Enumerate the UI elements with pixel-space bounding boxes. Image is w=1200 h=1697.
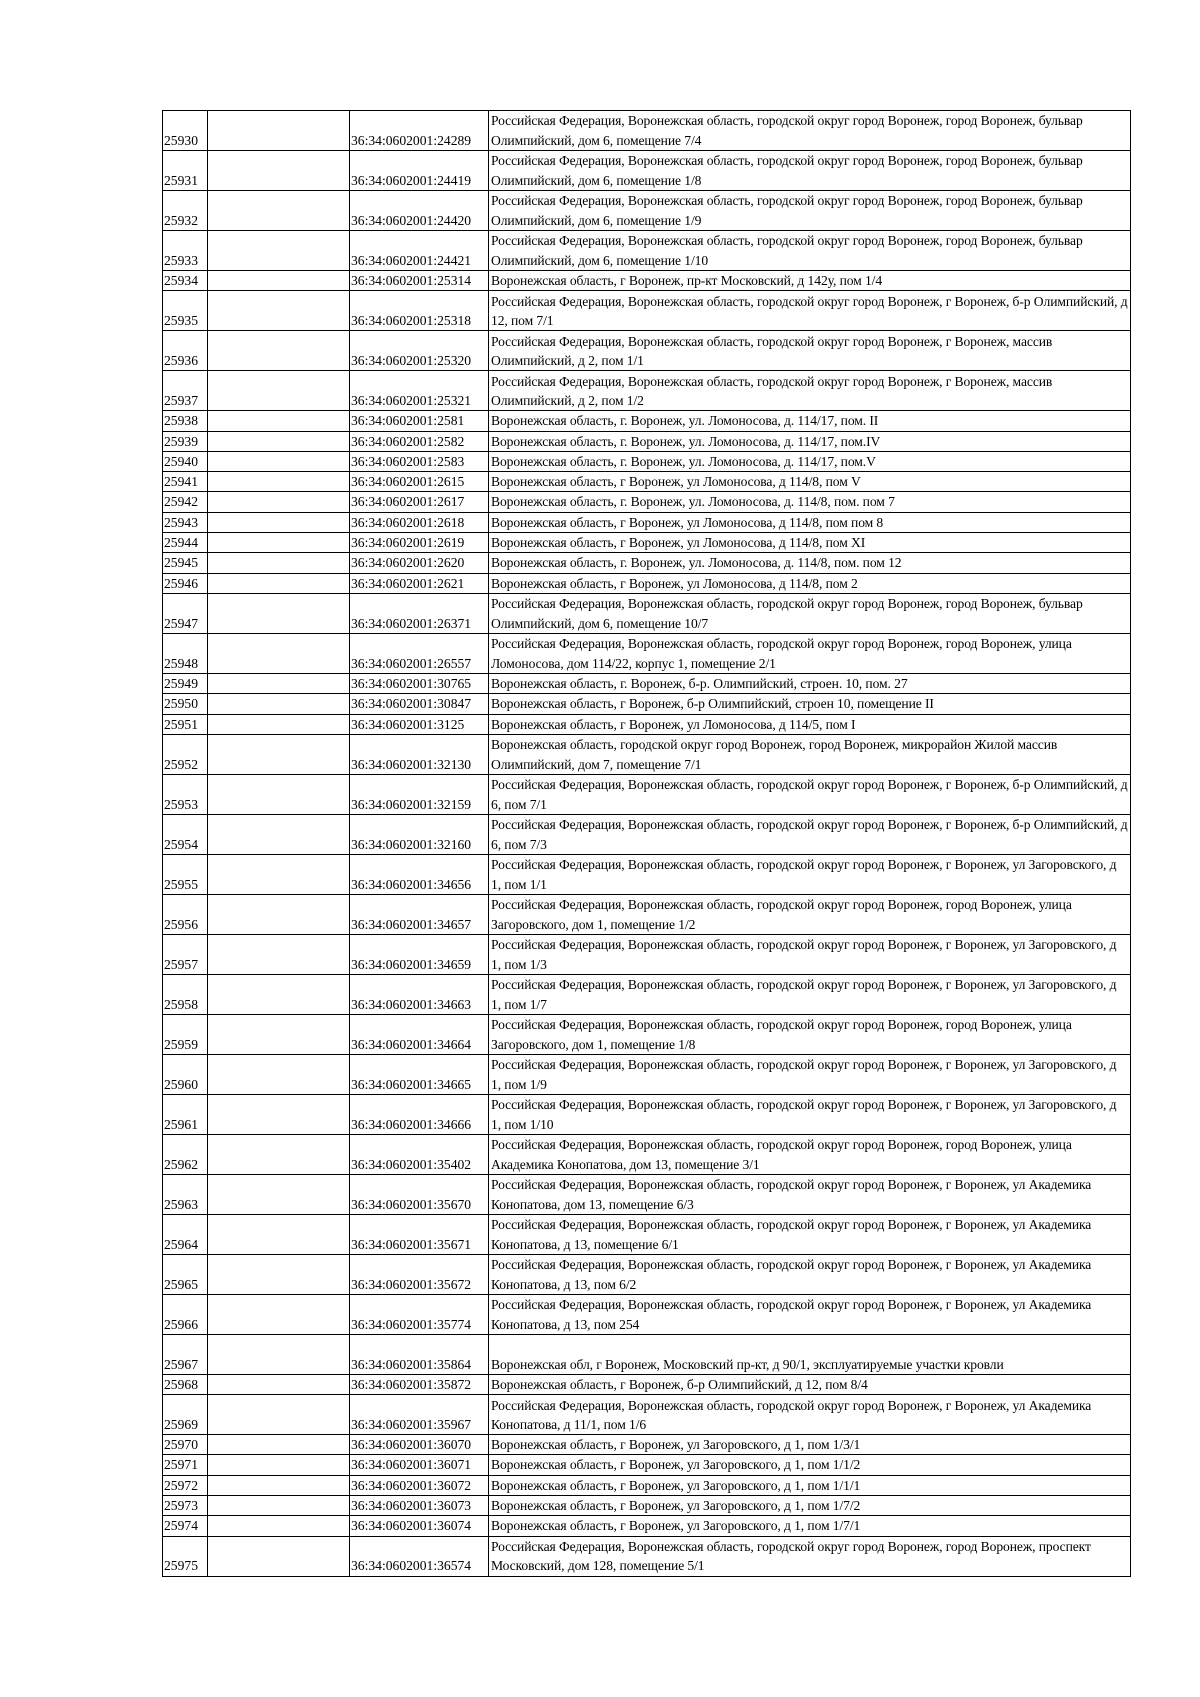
row-number-cell: 25946 xyxy=(163,573,208,593)
address-cell: Российская Федерация, Воронежская область, городской округ город Воронеж, город Воронеж, улица Ломоносова, дом 114/22, корпус 1, помещение 2/1 xyxy=(489,633,1131,673)
row-number-cell: 25940 xyxy=(163,451,208,471)
cadastral-number-cell: 36:34:0602001:2615 xyxy=(350,472,489,492)
row-number-cell: 25936 xyxy=(163,331,208,371)
table-row xyxy=(163,371,1131,411)
address-cell: Воронежская область, г Воронеж, ул Загоровского, д 1, пом 1/7/2 xyxy=(489,1496,1131,1516)
address-cell: Российская Федерация, Воронежская область, городской округ город Воронеж, г Воронеж, б-р Олимпийский, д 6, пом 7/1 xyxy=(489,774,1131,814)
empty-cell xyxy=(208,411,350,431)
row-number-cell: 25966 xyxy=(163,1294,208,1334)
table-row xyxy=(163,1014,1131,1054)
row-number-cell: 25950 xyxy=(163,694,208,714)
cadastral-number-cell: 36:34:0602001:25318 xyxy=(350,291,489,331)
row-number-cell: 25956 xyxy=(163,894,208,934)
cadastral-number-cell: 36:34:0602001:34657 xyxy=(350,894,489,934)
empty-cell xyxy=(208,331,350,371)
empty-cell xyxy=(208,451,350,471)
cadastral-number-cell: 36:34:0602001:36073 xyxy=(350,1496,489,1516)
empty-cell xyxy=(208,573,350,593)
empty-cell xyxy=(208,774,350,814)
address-cell: Российская Федерация, Воронежская область, городской округ город Воронеж, город Воронеж, бульвар Олимпийский, дом 6, помещение 1/8 xyxy=(489,151,1131,191)
address-cell: Российская Федерация, Воронежская область, городской округ город Воронеж, г Воронеж, массив Олимпийский, д 2, пом 1/2 xyxy=(489,371,1131,411)
address-cell: Воронежская область, г Воронеж, ул Ломоносова, д 114/5, пом I xyxy=(489,714,1131,734)
cadastral-number-cell: 36:34:0602001:2582 xyxy=(350,431,489,451)
table-row xyxy=(163,151,1131,191)
cadastral-number-cell: 36:34:0602001:34659 xyxy=(350,934,489,974)
address-cell: Воронежская область, г Воронеж, ул Ломоносова, д 114/8, пом V xyxy=(489,472,1131,492)
cadastral-number-cell: 36:34:0602001:2621 xyxy=(350,573,489,593)
address-cell: Российская Федерация, Воронежская область, городской округ город Воронеж, г Воронеж, массив Олимпийский, д 2, пом 1/1 xyxy=(489,331,1131,371)
row-number-cell: 25935 xyxy=(163,291,208,331)
row-number-cell: 25945 xyxy=(163,553,208,573)
row-number-cell: 25965 xyxy=(163,1254,208,1294)
address-cell: Российская Федерация, Воронежская область, городской округ город Воронеж, г Воронеж, б-р Олимпийский, д 12, пом 7/1 xyxy=(489,291,1131,331)
table-row xyxy=(163,1254,1131,1294)
cadastral-number-cell: 36:34:0602001:34664 xyxy=(350,1014,489,1054)
address-cell: Российская Федерация, Воронежская область, городской округ город Воронеж, г Воронеж, ул Академика Конопатова, д 11/1, пом 1/6 xyxy=(489,1395,1131,1435)
cadastral-number-cell: 36:34:0602001:2583 xyxy=(350,451,489,471)
empty-cell xyxy=(208,553,350,573)
table-row xyxy=(163,1536,1131,1576)
cadastral-number-cell: 36:34:0602001:3125 xyxy=(350,714,489,734)
registry-table xyxy=(162,110,1131,1577)
cadastral-number-cell: 36:34:0602001:25321 xyxy=(350,371,489,411)
cadastral-number-cell: 36:34:0602001:34665 xyxy=(350,1054,489,1094)
empty-cell xyxy=(208,734,350,774)
empty-cell xyxy=(208,1475,350,1495)
empty-cell xyxy=(208,1496,350,1516)
table-row xyxy=(163,934,1131,974)
row-number-cell: 25930 xyxy=(163,111,208,151)
row-number-cell: 25958 xyxy=(163,974,208,1014)
cadastral-number-cell: 36:34:0602001:34666 xyxy=(350,1094,489,1134)
table-row xyxy=(163,1496,1131,1516)
empty-cell xyxy=(208,1134,350,1174)
table-row xyxy=(163,1094,1131,1134)
empty-cell xyxy=(208,714,350,734)
table-row xyxy=(163,974,1131,1014)
empty-cell xyxy=(208,1516,350,1536)
row-number-cell: 25934 xyxy=(163,271,208,291)
empty-cell xyxy=(208,431,350,451)
table-row xyxy=(163,1134,1131,1174)
empty-cell xyxy=(208,492,350,512)
address-cell: Российская Федерация, Воронежская область, городской округ город Воронеж, г Воронеж, б-р Олимпийский, д 6, пом 7/3 xyxy=(489,814,1131,854)
cadastral-number-cell: 36:34:0602001:2619 xyxy=(350,533,489,553)
table-row xyxy=(163,1435,1131,1455)
empty-cell xyxy=(208,1455,350,1475)
table-row xyxy=(163,231,1131,271)
table-row xyxy=(163,331,1131,371)
address-cell: Воронежская обл, г Воронеж, Московский пр-кт, д 90/1, эксплуатируемые участки кровли xyxy=(489,1334,1131,1374)
row-number-cell: 25960 xyxy=(163,1054,208,1094)
address-cell: Российская Федерация, Воронежская область, городской округ город Воронеж, город Воронеж, бульвар Олимпийский, дом 6, помещение 7/4 xyxy=(489,111,1131,151)
empty-cell xyxy=(208,1374,350,1394)
row-number-cell: 25939 xyxy=(163,431,208,451)
cadastral-number-cell: 36:34:0602001:32159 xyxy=(350,774,489,814)
empty-cell xyxy=(208,472,350,492)
cadastral-number-cell: 36:34:0602001:35872 xyxy=(350,1374,489,1394)
table-row xyxy=(163,1294,1131,1334)
cadastral-number-cell: 36:34:0602001:35774 xyxy=(350,1294,489,1334)
cadastral-number-cell: 36:34:0602001:36070 xyxy=(350,1435,489,1455)
row-number-cell: 25971 xyxy=(163,1455,208,1475)
address-cell: Воронежская область, г Воронеж, ул Ломоносова, д 114/8, пом пом 8 xyxy=(489,512,1131,532)
cadastral-number-cell: 36:34:0602001:32160 xyxy=(350,814,489,854)
cadastral-number-cell: 36:34:0602001:24289 xyxy=(350,111,489,151)
table-row xyxy=(163,512,1131,532)
address-cell: Воронежская область, г. Воронеж, ул. Ломоносова, д. 114/17, пом.V xyxy=(489,451,1131,471)
cadastral-number-cell: 36:34:0602001:26371 xyxy=(350,593,489,633)
row-number-cell: 25948 xyxy=(163,633,208,673)
address-cell: Российская Федерация, Воронежская область, городской округ город Воронеж, г Воронеж, ул Академика Конопатова, д 13, пом 6/2 xyxy=(489,1254,1131,1294)
cadastral-number-cell: 36:34:0602001:35967 xyxy=(350,1395,489,1435)
empty-cell xyxy=(208,694,350,714)
table-row xyxy=(163,814,1131,854)
empty-cell xyxy=(208,1214,350,1254)
empty-cell xyxy=(208,814,350,854)
address-cell: Воронежская область, г. Воронеж, ул. Ломоносова, д. 114/17, пом. II xyxy=(489,411,1131,431)
table-row xyxy=(163,1054,1131,1094)
table-row xyxy=(163,894,1131,934)
cadastral-number-cell: 36:34:0602001:35402 xyxy=(350,1134,489,1174)
table-row xyxy=(163,573,1131,593)
cadastral-number-cell: 36:34:0602001:36574 xyxy=(350,1536,489,1576)
empty-cell xyxy=(208,1294,350,1334)
cadastral-number-cell: 36:34:0602001:36074 xyxy=(350,1516,489,1536)
table-row xyxy=(163,673,1131,693)
table-row xyxy=(163,1516,1131,1536)
cadastral-number-cell: 36:34:0602001:35670 xyxy=(350,1174,489,1214)
table-row xyxy=(163,533,1131,553)
row-number-cell: 25959 xyxy=(163,1014,208,1054)
row-number-cell: 25970 xyxy=(163,1435,208,1455)
empty-cell xyxy=(208,854,350,894)
cadastral-number-cell: 36:34:0602001:24420 xyxy=(350,191,489,231)
table-row xyxy=(163,451,1131,471)
row-number-cell: 25963 xyxy=(163,1174,208,1214)
cadastral-number-cell: 36:34:0602001:24419 xyxy=(350,151,489,191)
row-number-cell: 25957 xyxy=(163,934,208,974)
address-cell: Воронежская область, г. Воронеж, ул. Ломоносова, д. 114/8, пом. пом 7 xyxy=(489,492,1131,512)
table-row xyxy=(163,694,1131,714)
table-row xyxy=(163,593,1131,633)
empty-cell xyxy=(208,974,350,1014)
row-number-cell: 25975 xyxy=(163,1536,208,1576)
address-cell: Воронежская область, г Воронеж, ул Загоровского, д 1, пом 1/7/1 xyxy=(489,1516,1131,1536)
table-row xyxy=(163,714,1131,734)
empty-cell xyxy=(208,151,350,191)
cadastral-number-cell: 36:34:0602001:2620 xyxy=(350,553,489,573)
table-row xyxy=(163,291,1131,331)
cadastral-number-cell: 36:34:0602001:34663 xyxy=(350,974,489,1014)
empty-cell xyxy=(208,231,350,271)
table-row xyxy=(163,553,1131,573)
cadastral-number-cell: 36:34:0602001:25314 xyxy=(350,271,489,291)
empty-cell xyxy=(208,291,350,331)
row-number-cell: 25932 xyxy=(163,191,208,231)
cadastral-number-cell: 36:34:0602001:2617 xyxy=(350,492,489,512)
row-number-cell: 25933 xyxy=(163,231,208,271)
empty-cell xyxy=(208,533,350,553)
table-row xyxy=(163,854,1131,894)
row-number-cell: 25952 xyxy=(163,734,208,774)
empty-cell xyxy=(208,934,350,974)
cadastral-number-cell: 36:34:0602001:2581 xyxy=(350,411,489,431)
row-number-cell: 25931 xyxy=(163,151,208,191)
row-number-cell: 25947 xyxy=(163,593,208,633)
cadastral-number-cell: 36:34:0602001:35864 xyxy=(350,1334,489,1374)
row-number-cell: 25944 xyxy=(163,533,208,553)
table-row xyxy=(163,1214,1131,1254)
address-cell: Воронежская область, г Воронеж, б-р Олимпийский, д 12, пом 8/4 xyxy=(489,1374,1131,1394)
cadastral-number-cell: 36:34:0602001:32130 xyxy=(350,734,489,774)
empty-cell xyxy=(208,1054,350,1094)
address-cell: Воронежская область, г. Воронеж, ул. Ломоносова, д. 114/17, пом.IV xyxy=(489,431,1131,451)
row-number-cell: 25973 xyxy=(163,1496,208,1516)
address-cell: Российская Федерация, Воронежская область, городской округ город Воронеж, г Воронеж, ул Загоровского, д 1, пом 1/10 xyxy=(489,1094,1131,1134)
cadastral-number-cell: 36:34:0602001:25320 xyxy=(350,331,489,371)
address-cell: Воронежская область, г Воронеж, пр-кт Московский, д 142у, пом 1/4 xyxy=(489,271,1131,291)
row-number-cell: 25969 xyxy=(163,1395,208,1435)
table-row xyxy=(163,1374,1131,1394)
address-cell: Воронежская область, г Воронеж, ул Загоровского, д 1, пом 1/3/1 xyxy=(489,1435,1131,1455)
table-row xyxy=(163,1455,1131,1475)
empty-cell xyxy=(208,673,350,693)
empty-cell xyxy=(208,1174,350,1214)
row-number-cell: 25955 xyxy=(163,854,208,894)
cadastral-number-cell: 36:34:0602001:26557 xyxy=(350,633,489,673)
cadastral-number-cell: 36:34:0602001:30847 xyxy=(350,694,489,714)
row-number-cell: 25938 xyxy=(163,411,208,431)
empty-cell xyxy=(208,1014,350,1054)
address-cell: Воронежская область, г Воронеж, ул Загоровского, д 1, пом 1/1/1 xyxy=(489,1475,1131,1495)
row-number-cell: 25941 xyxy=(163,472,208,492)
table-row xyxy=(163,633,1131,673)
address-cell: Российская Федерация, Воронежская область, городской округ город Воронеж, г Воронеж, ул Загоровского, д 1, пом 1/9 xyxy=(489,1054,1131,1094)
cadastral-number-cell: 36:34:0602001:36072 xyxy=(350,1475,489,1495)
cadastral-number-cell: 36:34:0602001:30765 xyxy=(350,673,489,693)
address-cell: Российская Федерация, Воронежская область, городской округ город Воронеж, город Воронеж, улица Загоровского, дом 1, помещение 1/2 xyxy=(489,894,1131,934)
address-cell: Воронежская область, городской округ город Воронеж, город Воронеж, микрорайон Жилой массив Олимпийский, дом 7, помещение 7/1 xyxy=(489,734,1131,774)
empty-cell xyxy=(208,371,350,411)
row-number-cell: 25961 xyxy=(163,1094,208,1134)
table-row xyxy=(163,271,1131,291)
table-row xyxy=(163,774,1131,814)
address-cell: Российская Федерация, Воронежская область, городской округ город Воронеж, г Воронеж, ул Загоровского, д 1, пом 1/3 xyxy=(489,934,1131,974)
row-number-cell: 25943 xyxy=(163,512,208,532)
empty-cell xyxy=(208,111,350,151)
table-row xyxy=(163,111,1131,151)
empty-cell xyxy=(208,1435,350,1455)
address-cell: Воронежская область, г. Воронеж, б-р. Олимпийский, строен. 10, пом. 27 xyxy=(489,673,1131,693)
cadastral-number-cell: 36:34:0602001:34656 xyxy=(350,854,489,894)
address-cell: Российская Федерация, Воронежская область, городской округ город Воронеж, г Воронеж, ул Загоровского, д 1, пом 1/1 xyxy=(489,854,1131,894)
table-row xyxy=(163,734,1131,774)
table-row xyxy=(163,1334,1131,1374)
table-row xyxy=(163,191,1131,231)
empty-cell xyxy=(208,1536,350,1576)
row-number-cell: 25937 xyxy=(163,371,208,411)
table-row xyxy=(163,431,1131,451)
address-cell: Воронежская область, г Воронеж, б-р Олимпийский, строен 10, помещение II xyxy=(489,694,1131,714)
row-number-cell: 25954 xyxy=(163,814,208,854)
empty-cell xyxy=(208,512,350,532)
empty-cell xyxy=(208,1094,350,1134)
row-number-cell: 25953 xyxy=(163,774,208,814)
registry-table-body xyxy=(163,111,1131,1577)
address-cell: Российская Федерация, Воронежская область, городской округ город Воронеж, город Воронеж, бульвар Олимпийский, дом 6, помещение 1/10 xyxy=(489,231,1131,271)
address-cell: Воронежская область, г Воронеж, ул Загоровского, д 1, пом 1/1/2 xyxy=(489,1455,1131,1475)
row-number-cell: 25967 xyxy=(163,1334,208,1374)
address-cell: Российская Федерация, Воронежская область, городской округ город Воронеж, город Воронеж, улица Загоровского, дом 1, помещение 1/8 xyxy=(489,1014,1131,1054)
row-number-cell: 25964 xyxy=(163,1214,208,1254)
row-number-cell: 25949 xyxy=(163,673,208,693)
address-cell: Российская Федерация, Воронежская область, городской округ город Воронеж, г Воронеж, ул Академика Конопатова, дом 13, помещение 6/3 xyxy=(489,1174,1131,1214)
empty-cell xyxy=(208,894,350,934)
address-cell: Российская Федерация, Воронежская область, городской округ город Воронеж, город Воронеж, улица Академика Конопатова, дом 13, помещение 3/1 xyxy=(489,1134,1131,1174)
table-row xyxy=(163,1395,1131,1435)
cadastral-number-cell: 36:34:0602001:2618 xyxy=(350,512,489,532)
cadastral-number-cell: 36:34:0602001:35671 xyxy=(350,1214,489,1254)
row-number-cell: 25951 xyxy=(163,714,208,734)
row-number-cell: 25942 xyxy=(163,492,208,512)
address-cell: Российская Федерация, Воронежская область, городской округ город Воронеж, г Воронеж, ул Академика Конопатова, д 13, помещение 6/1 xyxy=(489,1214,1131,1254)
empty-cell xyxy=(208,1334,350,1374)
address-cell: Воронежская область, г Воронеж, ул Ломоносова, д 114/8, пом 2 xyxy=(489,573,1131,593)
row-number-cell: 25972 xyxy=(163,1475,208,1495)
table-row xyxy=(163,411,1131,431)
cadastral-number-cell: 36:34:0602001:36071 xyxy=(350,1455,489,1475)
empty-cell xyxy=(208,633,350,673)
address-cell: Российская Федерация, Воронежская область, городской округ город Воронеж, город Воронеж, бульвар Олимпийский, дом 6, помещение 10/7 xyxy=(489,593,1131,633)
address-cell: Воронежская область, г. Воронеж, ул. Ломоносова, д. 114/8, пом. пом 12 xyxy=(489,553,1131,573)
table-row xyxy=(163,1174,1131,1214)
table-row xyxy=(163,492,1131,512)
table-row xyxy=(163,472,1131,492)
empty-cell xyxy=(208,593,350,633)
row-number-cell: 25962 xyxy=(163,1134,208,1174)
empty-cell xyxy=(208,191,350,231)
empty-cell xyxy=(208,1254,350,1294)
cadastral-number-cell: 36:34:0602001:24421 xyxy=(350,231,489,271)
address-cell: Воронежская область, г Воронеж, ул Ломоносова, д 114/8, пом XI xyxy=(489,533,1131,553)
row-number-cell: 25974 xyxy=(163,1516,208,1536)
cadastral-number-cell: 36:34:0602001:35672 xyxy=(350,1254,489,1294)
address-cell: Российская Федерация, Воронежская область, городской округ город Воронеж, город Воронеж, бульвар Олимпийский, дом 6, помещение 1/9 xyxy=(489,191,1131,231)
empty-cell xyxy=(208,271,350,291)
empty-cell xyxy=(208,1395,350,1435)
address-cell: Российская Федерация, Воронежская область, городской округ город Воронеж, г Воронеж, ул Академика Конопатова, д 13, пом 254 xyxy=(489,1294,1131,1334)
row-number-cell: 25968 xyxy=(163,1374,208,1394)
address-cell: Российская Федерация, Воронежская область, городской округ город Воронеж, город Воронеж, проспект Московский, дом 128, помещение 5/1 xyxy=(489,1536,1131,1576)
address-cell: Российская Федерация, Воронежская область, городской округ город Воронеж, г Воронеж, ул Загоровского, д 1, пом 1/7 xyxy=(489,974,1131,1014)
table-row xyxy=(163,1475,1131,1495)
